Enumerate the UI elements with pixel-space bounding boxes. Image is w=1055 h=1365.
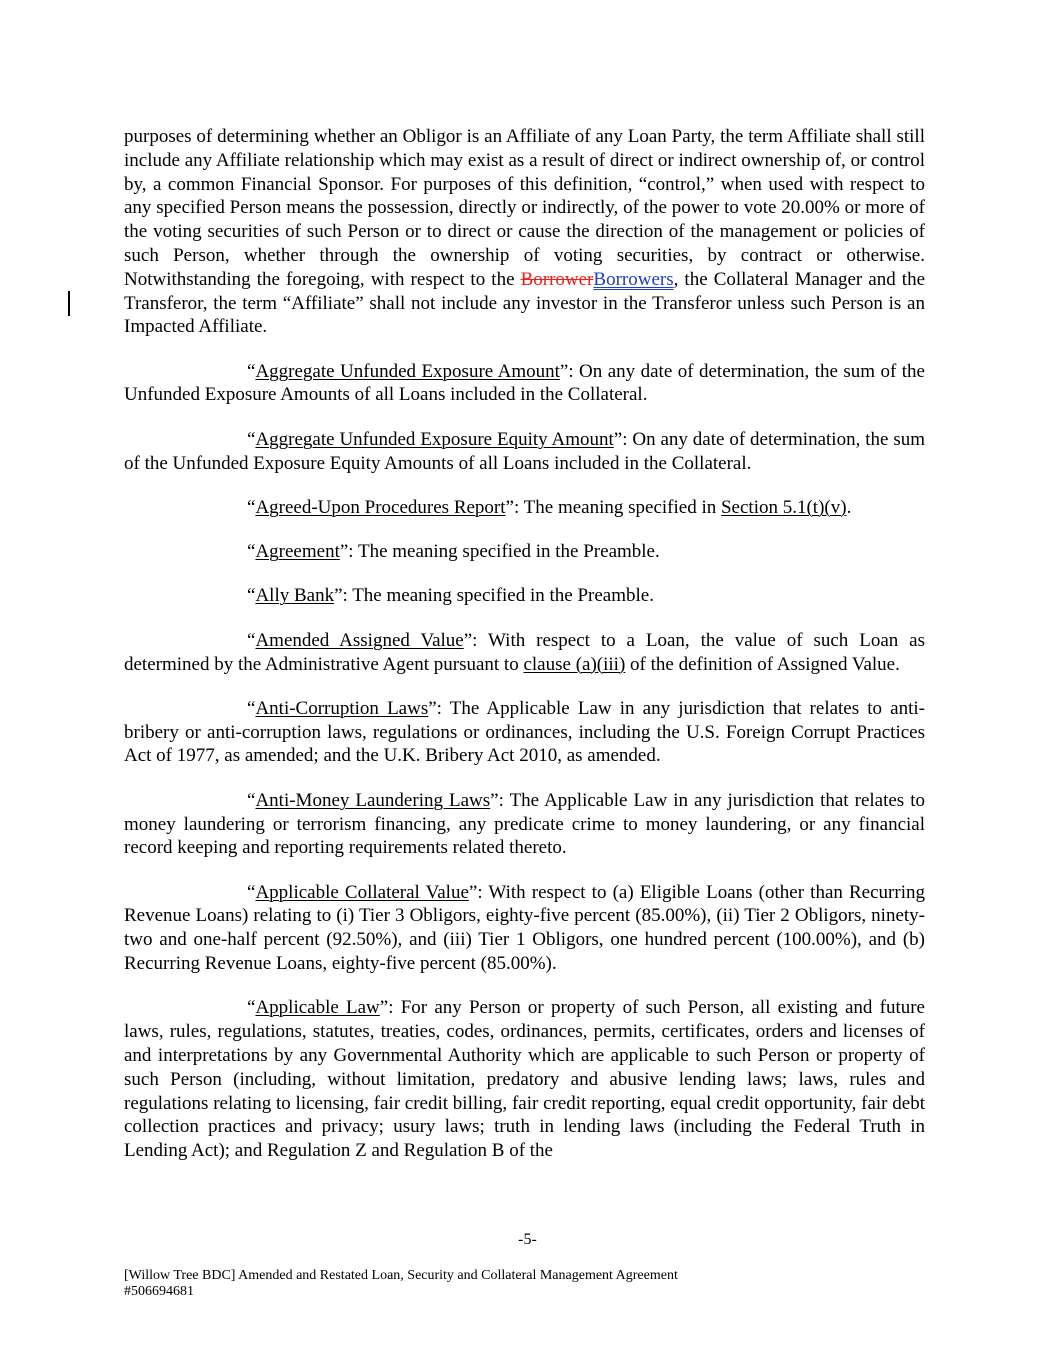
open-quote: “ — [247, 789, 256, 811]
defined-term: Agreement — [255, 541, 340, 563]
definition-text-end: . — [846, 496, 852, 518]
defined-term: Amended Assigned Value — [255, 629, 464, 651]
page-number: -5- — [518, 1231, 537, 1248]
open-quote: “ — [247, 496, 256, 518]
defined-term: Agreed-Upon Procedures Report — [255, 496, 506, 518]
defined-term: Anti-Money Laundering Laws — [255, 789, 491, 811]
document-body — [124, 125, 925, 1183]
definition-ally-bank — [124, 584, 925, 608]
open-quote: “ — [247, 629, 256, 651]
definition-amended-assigned-value — [124, 629, 925, 677]
defined-term: Ally Bank — [255, 585, 335, 607]
definition-text: ”: The Applicable Law in any jurisdiction that relates to money laundering or terrorism financing, any predicate crime to money laundering, or any financial record keeping and reporting requirements related thereto. — [124, 789, 925, 859]
footer-title: [Willow Tree BDC] Amended and Restated Loan, Security and Collateral Management Agreement — [124, 1268, 678, 1283]
definition-applicable-law — [124, 996, 925, 1163]
definition-anti-money-laundering-laws — [124, 789, 925, 860]
footer-doc-number: #506694681 — [124, 1284, 194, 1299]
open-quote: “ — [247, 697, 256, 719]
definition-text: ”: The meaning specified in the Preamble. — [339, 541, 660, 563]
revision-change-bar — [68, 291, 70, 316]
defined-term: Applicable Collateral Value — [255, 881, 469, 903]
open-quote: “ — [247, 360, 256, 382]
section-reference: Section 5.1(t)(v) — [720, 496, 847, 518]
definition-text: ”: The Applicable Law in any jurisdiction that relates to anti-bribery or anti-corruption laws, regulations or ordinances, including the U.S. Foreign Corrupt Practices Act of 1977, as amended; and the U.K. Bribery Act 2010, as amended. — [124, 697, 926, 767]
open-quote: “ — [247, 997, 256, 1019]
definition-aggregate-unfunded-exposure-amount — [124, 360, 925, 408]
paragraph-text: , the Collateral Manager and the Transferor, the term “Affiliate” shall not include any investor in the Transferor unless such Person is an Impacted Affiliate. — [124, 268, 926, 338]
open-quote: “ — [247, 881, 256, 903]
clause-reference: clause (a)(iii) — [523, 653, 626, 675]
definition-anti-corruption-laws — [124, 697, 925, 768]
paragraph-text: purposes of determining whether an Obligor is an Affiliate of any Loan Party, the term Affiliate shall still include any Affiliate relationship which may exist as a result of direct or indirect ownership of, or control by, a common Financial Sponsor. For purposes of this definition, “control,” when used with respect to any specified Person means the possession, directly or indirectly, of the power to vote 20.00% or more of the voting securities of such Person or to direct or cause the direction of the management or policies of such Person, whether through the ownership of voting securities, by contract or otherwise. Notwithstanding the foregoing, with respect to the — [124, 126, 925, 290]
definition-text: ”: On any date of determination, the sum of the Unfunded Exposure Equity Amounts of all Loans included in the Collateral. — [124, 428, 925, 474]
definition-text-end: of the definition of Assigned Value. — [625, 653, 900, 675]
paragraph-affiliate-continuation — [124, 125, 925, 339]
definition-text: ”: On any date of determination, the sum of the Unfunded Exposure Amounts of all Loans included in the Collateral. — [124, 360, 925, 406]
open-quote: “ — [247, 428, 256, 450]
open-quote: “ — [247, 541, 256, 563]
defined-term: Aggregate Unfunded Exposure Equity Amount — [255, 428, 614, 450]
defined-term: Applicable Law — [255, 997, 380, 1019]
definition-text: ”: For any Person or property of such Person, all existing and future laws, rules, regulations, statutes, treaties, codes, ordinances, permits, certificates, orders and licenses of and interpretations by any Governmental Authority which are applicable to such Person or property of such Person (including, without limitation, predatory and abusive lending laws; laws, rules and regulations relating to licensing, fair credit billing, fair credit reporting, equal credit opportunity, fair debt collection practices and privacy; usury laws; truth in lending laws (including the Federal Truth in Lending Act); and Regulation Z and Regulation B of the — [124, 997, 925, 1162]
definition-text: ”: The meaning specified in the Preamble. — [334, 585, 654, 607]
defined-term: Aggregate Unfunded Exposure Amount — [255, 360, 560, 382]
open-quote: “ — [247, 585, 256, 607]
deleted-text: Borrower — [520, 268, 594, 290]
definition-applicable-collateral-value — [124, 881, 925, 976]
definition-aggregate-unfunded-exposure-equity-amount — [124, 428, 925, 476]
definition-agreed-upon-procedures-report — [124, 496, 925, 520]
inserted-text: Borrowers — [593, 268, 674, 290]
definition-text: ”: The meaning specified in — [505, 496, 721, 518]
definition-text: ”: With respect to a Loan, the value of such Loan as determined by the Administrative Agent pursuant to — [124, 629, 925, 675]
definition-agreement — [124, 540, 925, 564]
defined-term: Anti-Corruption Laws — [255, 697, 429, 719]
document-footer — [124, 1268, 678, 1300]
definition-text: ”: With respect to (a) Eligible Loans (other than Recurring Revenue Loans) relating to (i) Tier 3 Obligors, eighty-five percent (85.00%), (ii) Tier 2 Obligors, ninety-two and one-half percent (92.50%), and (iii) Tier 1 Obligors, one hundred percent (100.00%), and (b) Recurring Revenue Loans, eighty-five percent (85.00%). — [124, 881, 925, 975]
